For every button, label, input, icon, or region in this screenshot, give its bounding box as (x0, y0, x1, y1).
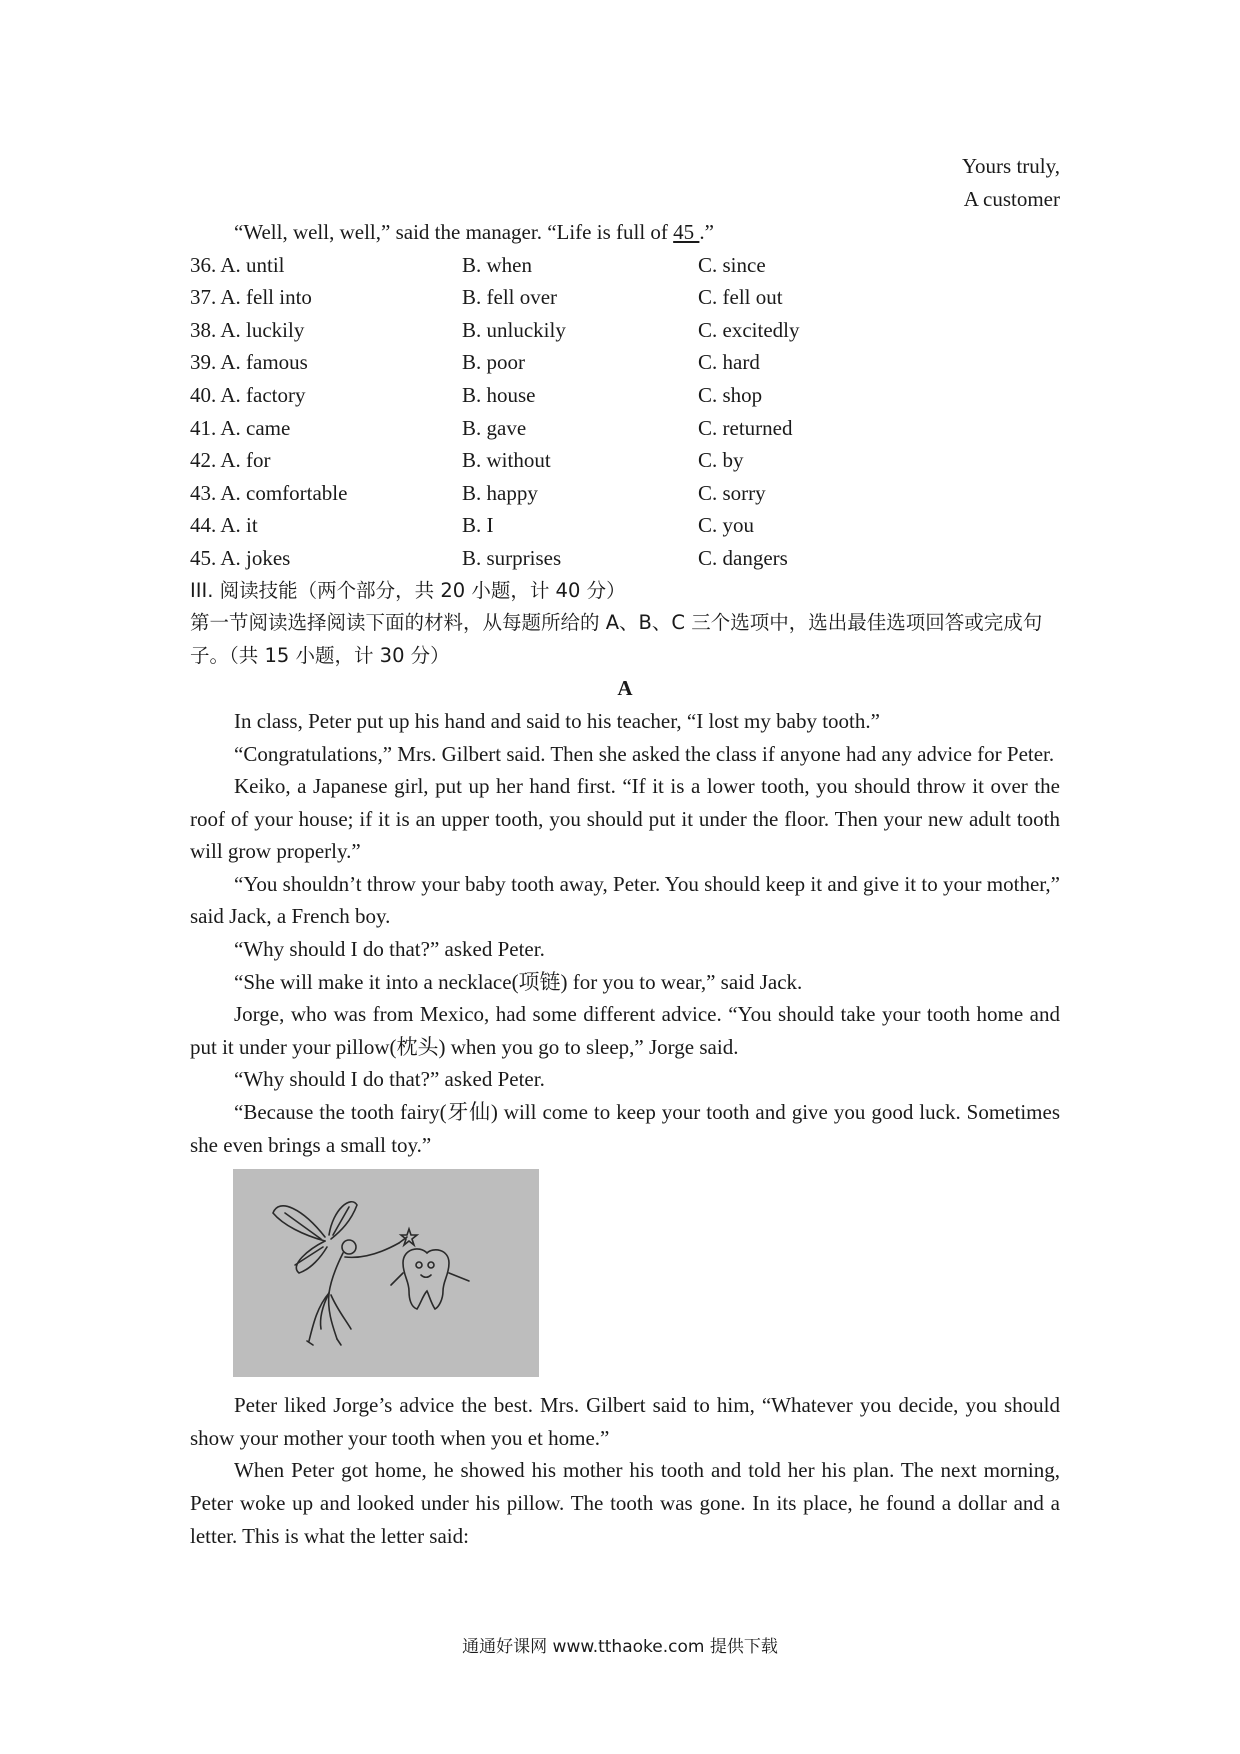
option-b: B. unluckily (462, 317, 566, 342)
paragraph: “Because the tooth fairy(牙仙) will come to keep your tooth and give you good luck. Sometimes she even brings a small toy.” (190, 1100, 1060, 1157)
section-heading: III. 阅读技能（两个部分，共 20 小题，计 40 分） (190, 578, 626, 602)
paragraph: When Peter got home, he showed his mother his tooth and told her his plan. The next morning, Peter woke up and looked under his pillow. The tooth was gone. In its place, he found a dollar and a letter. This is what the letter said: (190, 1458, 1060, 1548)
letter-closing (190, 150, 1060, 216)
option-c: C. you (698, 513, 755, 538)
option-b: B. happy (462, 480, 538, 505)
footer-watermark: 通通好课网 www.tthaoke.com 提供下载 (462, 1637, 778, 1657)
option-row (190, 379, 1060, 412)
paragraph: Peter liked Jorge’s advice the best. Mrs. Gilbert said to him, “Whatever you decide, you should show your mother your tooth when you et home.” (190, 1393, 1060, 1450)
option-row (190, 509, 1060, 542)
option-b: B. surprises (462, 545, 562, 570)
option-row (190, 281, 1060, 314)
paragraph: Jorge, who was from Mexico, had some different advice. “You should take your tooth home and put it under your pillow(枕头) when you go to sleep,” Jorge said. (190, 1002, 1060, 1059)
option-a: 44. A. it (190, 513, 258, 538)
option-b: B. without (462, 448, 551, 473)
option-b: B. poor (462, 350, 525, 375)
passage-letter: A (617, 676, 633, 701)
option-c: C. excitedly (698, 317, 800, 342)
option-b: B. fell over (462, 285, 558, 310)
option-row (190, 314, 1060, 347)
option-a: 42. A. for (190, 448, 271, 473)
option-a: 36. A. until (190, 252, 285, 277)
paragraph: “Why should I do that?” asked Peter. (234, 937, 545, 962)
option-a: 41. A. came (190, 415, 291, 440)
option-a: 45. A. jokes (190, 545, 291, 570)
option-b: B. when (462, 252, 532, 277)
blank-45: 45 (673, 220, 700, 244)
option-c: C. returned (698, 415, 793, 440)
option-c: C. sorry (698, 480, 766, 505)
option-c: C. fell out (698, 285, 783, 310)
option-c: C. by (698, 448, 744, 473)
option-b: B. house (462, 382, 536, 407)
paragraph: “She will make it into a necklace(项链) for you to wear,” said Jack. (234, 969, 803, 994)
option-row (190, 249, 1060, 282)
option-a: 39. A. famous (190, 350, 308, 375)
paragraph: “Congratulations,” Mrs. Gilbert said. Then she asked the class if anyone had any advice for Peter. (234, 741, 1055, 766)
paragraph: Keiko, a Japanese girl, put up her hand first. “If it is a lower tooth, you should throw it over the roof of your house; if it is an upper tooth, you should put it under the floor. Then your new adult tooth will grow properly.” (190, 774, 1060, 864)
option-row (190, 542, 1060, 575)
option-c: C. dangers (698, 545, 788, 570)
signature-line: A customer (963, 187, 1060, 211)
option-c: C. shop (698, 382, 763, 407)
closing-line: Yours truly, (961, 154, 1060, 178)
option-b: B. gave (462, 415, 527, 440)
paragraph: “Why should I do that?” asked Peter. (234, 1067, 545, 1092)
option-c: C. since (698, 252, 766, 277)
option-row (190, 412, 1060, 445)
tooth-fairy-illustration (233, 1169, 539, 1377)
option-row (190, 346, 1060, 379)
section-instruction: 第一节阅读选择阅读下面的材料，从每题所给的 A、B、C 三个选项中，选出最佳选项回答或完成句子。（共 15 小题，计 30 分） (190, 611, 1043, 667)
paragraph: “You shouldn’t throw your baby tooth away, Peter. You should keep it and give it to your mother,” said Jack, a French boy. (190, 871, 1060, 929)
document-page (190, 150, 1060, 1552)
option-row (190, 477, 1060, 510)
cloze-options (190, 249, 1060, 575)
paragraph: In class, Peter put up his hand and said to his teacher, “I lost my baby tooth.” (234, 708, 880, 733)
option-a: 40. A. factory (190, 382, 306, 407)
option-a: 38. A. luckily (190, 317, 305, 342)
option-a: 37. A. fell into (190, 285, 312, 310)
option-c: C. hard (698, 350, 760, 375)
option-b: B. I (462, 513, 494, 538)
manager-quote: “Well, well, well,” said the manager. “Life is full of 45 .” (234, 220, 714, 244)
option-row (190, 444, 1060, 477)
option-a: 43. A. comfortable (190, 480, 348, 505)
